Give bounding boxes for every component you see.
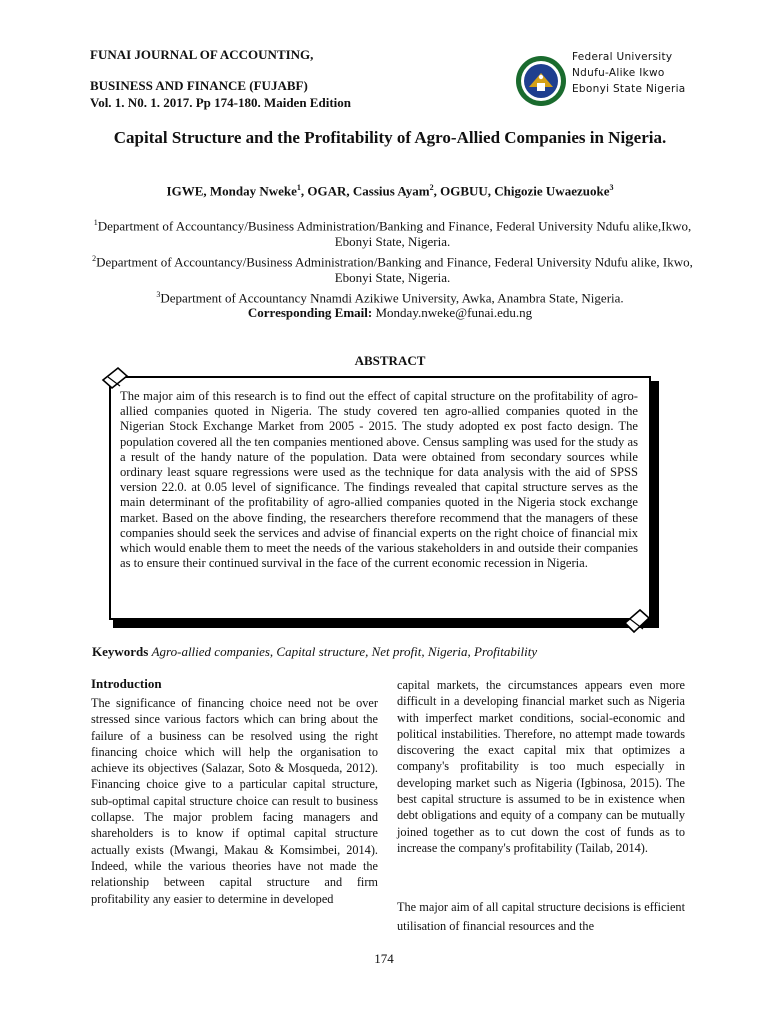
university-name-line-1: Federal University — [572, 51, 673, 63]
affiliation-text: Department of Accountancy Nnamdi Azikiwe University, Awka, Anambra State, Nigeria. — [160, 290, 624, 306]
university-name-line-2: Ndufu-Alike Ikwo — [572, 67, 665, 79]
author-name: OGAR, Cassius Ayam — [307, 183, 430, 199]
affiliation-text: Department of Accountancy/Business Administration/Banking and Finance, Federal University Ndufu alike,Ikwo, Ebonyi State, Nigeria. — [97, 218, 692, 250]
affiliation-1 — [90, 215, 695, 250]
abstract-text: The major aim of this research is to find out the effect of capital structure on the profitability of agro-allied companies quoted in Nigeria. The study covered ten agro-allied companies quoted in the Nigerian Stock Exchange Market from 2005 - 2015. The study adopted ex post facto design. The population covered all the ten companies mentioned above. Census sampling was used for the study as a result of the handy nature of the population. Data were obtained from secondary sources while ordinary least square regressions were used as the technique for data analysis with the aid of SPSS version 22.0. at 0.05 level of significance. The findings revealed that capital structure serves as the main determinant of the profitability of agro-allied companies quoted in the Nigeria stock exchange market. Based on the above finding, the researchers therefore recommend that the managers of these companies should seek the services and advise of financial experts on the right choice of financial mix which would enable them to meet the needs of the various stakeholders in and outside their companies as to ensure their continued survival in the face of the current economic recession in Nigeria. — [120, 389, 638, 571]
keywords-line — [92, 644, 537, 660]
keywords-text: Agro-allied companies, Capital structure, Net profit, Nigeria, Profitability — [151, 644, 538, 659]
author-superscript: 1 — [296, 183, 301, 192]
introduction-right-column: capital markets, the circumstances appears even more difficult in a developing financial market such as Nigeria with imperfect market conditions, social-economic and political instabilities. Therefore, no attempt made towards discovering the exact capital mix that optimizes a company's profitability is too much especially in developing market such as Nigeria (Igbinosa, 2015). The best capital structure is assumed to be in existence when debt obligations and equity of a company can be mutually joined together as to cut down the cost of funds as to increase the company's profitability (Tailab, 2014). — [397, 678, 685, 855]
paper-title: Capital Structure and the Profitability of Agro-Allied Companies in Nigeria. — [113, 128, 667, 147]
corresponding-email[interactable]: Monday.nweke@funai.edu.ng — [375, 305, 533, 320]
abstract-heading: ABSTRACT — [354, 353, 426, 368]
introduction-right-column-paragraph-2: The major aim of all capital structure decisions is efficient utilisation of financial resources and the — [397, 900, 685, 933]
university-seal-icon — [515, 55, 567, 107]
author-superscript: 2 — [429, 183, 434, 192]
author-separator: , — [433, 183, 441, 199]
corresponding-email-line — [60, 305, 720, 321]
affiliation-3 — [60, 287, 720, 306]
author-list — [60, 183, 720, 199]
affiliation-2 — [90, 251, 695, 286]
journal-name-line-2: BUSINESS AND FINANCE (FUJABF) — [90, 78, 308, 93]
affiliation-superscript: 3 — [156, 290, 161, 299]
author-name: IGWE, Monday Nweke — [166, 183, 297, 199]
scroll-corner-icon — [622, 607, 652, 635]
introduction-left-column: The significance of financing choice need not be over stressed since various factors which can bring about the failure of a business can be resolved using the right financing choice which will help the organisation to achieve its objectives (Salazar, Soto & Mosqueda, 2012). Financing choice give to a particular capital structure, sub-optimal capital structure choice can result to business collapse. The major problem facing managers and shareholders is to know if optimal capital structure actually exists (Mwangi, Makau & Komsimbei, 2014). Indeed, while the various theories have not made the relationship between capital structure and firm profitability any easier to determine in developed — [91, 696, 378, 906]
author-superscript: 3 — [609, 183, 614, 192]
journal-name-line-1: FUNAI JOURNAL OF ACCOUNTING, — [90, 47, 314, 62]
affiliation-superscript: 1 — [93, 218, 98, 227]
university-name-line-3: Ebonyi State Nigeria — [572, 83, 686, 95]
journal-volume-line: Vol. 1. N0. 1. 2017. Pp 174-180. Maiden Edition — [90, 95, 351, 110]
author-name: OGBUU, Chigozie Uwaezuoke — [440, 183, 610, 199]
scroll-corner-icon — [100, 366, 130, 390]
keywords-label: Keywords — [92, 644, 149, 659]
introduction-heading: Introduction — [91, 676, 162, 691]
corresponding-email-label: Corresponding Email: — [247, 305, 373, 320]
affiliation-text: Department of Accountancy/Business Administration/Banking and Finance, Federal University Ndufu alike, Ikwo, Ebonyi State, Nigeria. — [96, 254, 693, 286]
author-separator: , — [300, 183, 308, 199]
affiliation-superscript: 2 — [92, 254, 97, 263]
page-number: 174 — [374, 951, 394, 966]
